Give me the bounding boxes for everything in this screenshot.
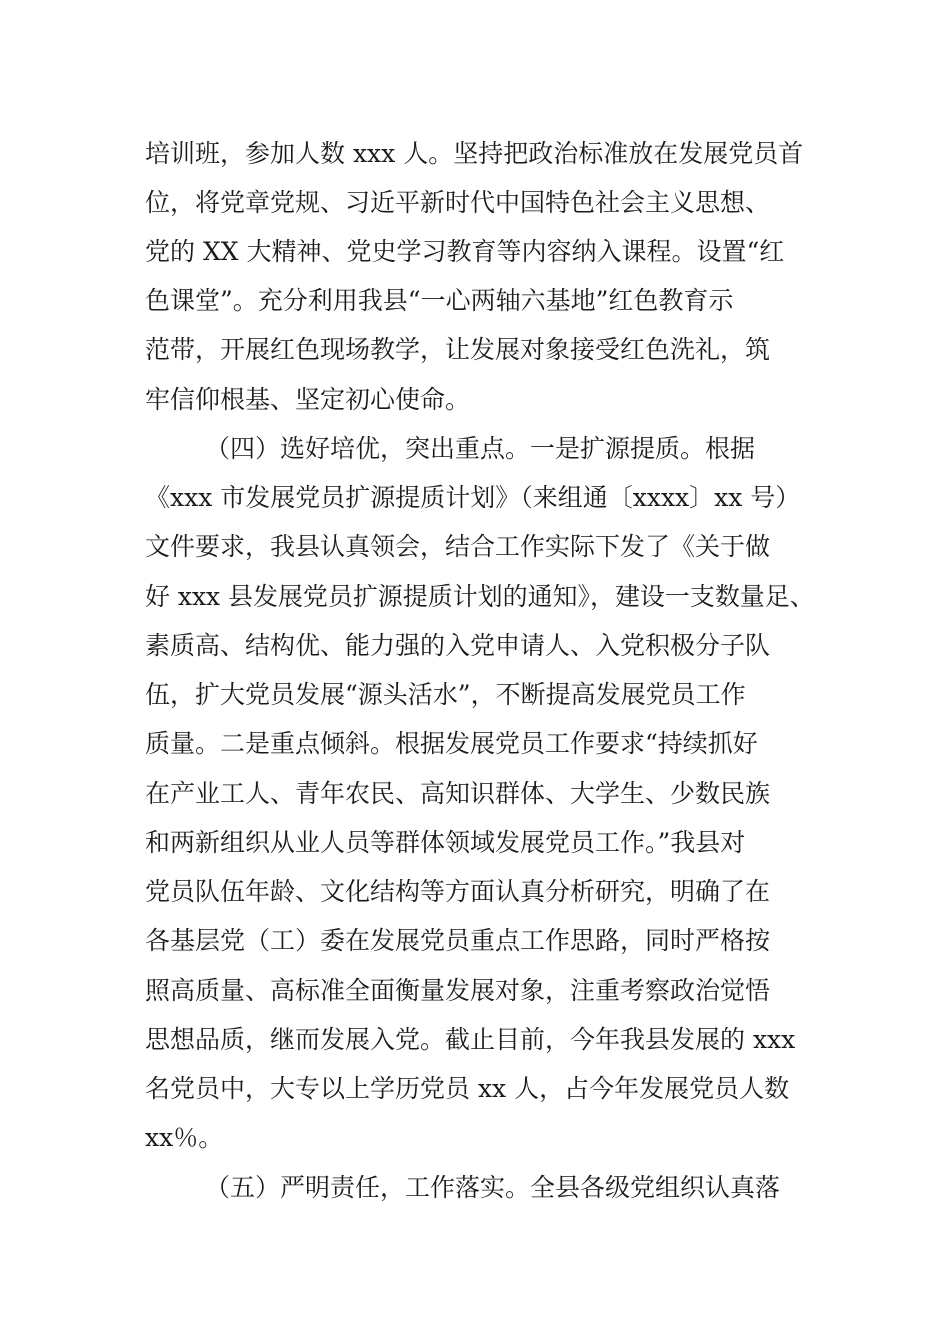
paragraph-heading-5: （五）严明责任，工作落实。全县各级党组织认真落 — [205, 1173, 781, 1202]
text-line: 伍，扩大党员发展“源头活水”，不断提高发展党员工作 — [145, 680, 746, 709]
text-line: 在产业工人、青年农民、高知识群体、大学生、少数民族 — [145, 779, 771, 808]
text-line: 培训班，参加人数 xxx 人。坚持把政治标准放在发展党员首 — [145, 139, 804, 168]
text-line: 和两新组织从业人员等群体领域发展党员工作。”我县对 — [145, 828, 746, 857]
text-line: 文件要求，我县认真领会，结合工作实际下发了《关于做 — [145, 532, 771, 561]
text-line: 好 xxx 县发展党员扩源提质计划的通知》，建设一支数量足、 — [145, 582, 815, 611]
text-line: 党的 XX 大精神、党史学习教育等内容纳入课程。设置“红 — [145, 237, 785, 266]
text-line: 照高质量、高标准全面衡量发展对象，注重考察政治觉悟 — [145, 976, 771, 1005]
text-line: xx％。 — [145, 1123, 224, 1152]
text-line: 素质高、结构优、能力强的入党申请人、入党积极分子队 — [145, 631, 771, 660]
text-line: 质量。二是重点倾斜。根据发展党员工作要求“持续抓好 — [145, 729, 758, 758]
text-line: 位，将党章党规、习近平新时代中国特色社会主义思想、 — [145, 188, 771, 217]
text-line: 《xxx 市发展党员扩源提质计划》（来组通〔xxxx〕xx 号） — [145, 483, 801, 512]
paragraph-heading-4: （四）选好培优，突出重点。一是扩源提质。根据 — [205, 434, 756, 463]
text-line: 名党员中，大专以上学历党员 xx 人，占今年发展党员人数 — [145, 1074, 790, 1103]
text-line: 范带，开展红色现场教学，让发展对象接受红色洗礼，筑 — [145, 335, 771, 364]
text-line: 各基层党（工）委在发展党员重点工作思路，同时严格按 — [145, 926, 771, 955]
text-line: 思想品质，继而发展入党。截止目前，今年我县发展的 xxx — [145, 1025, 796, 1054]
text-line: 牢信仰根基、坚定初心使命。 — [145, 385, 471, 414]
text-line: 党员队伍年龄、文化结构等方面认真分析研究，明确了在 — [145, 877, 771, 906]
text-line: 色课堂”。充分利用我县“一心两轴六基地”红色教育示 — [145, 286, 734, 315]
